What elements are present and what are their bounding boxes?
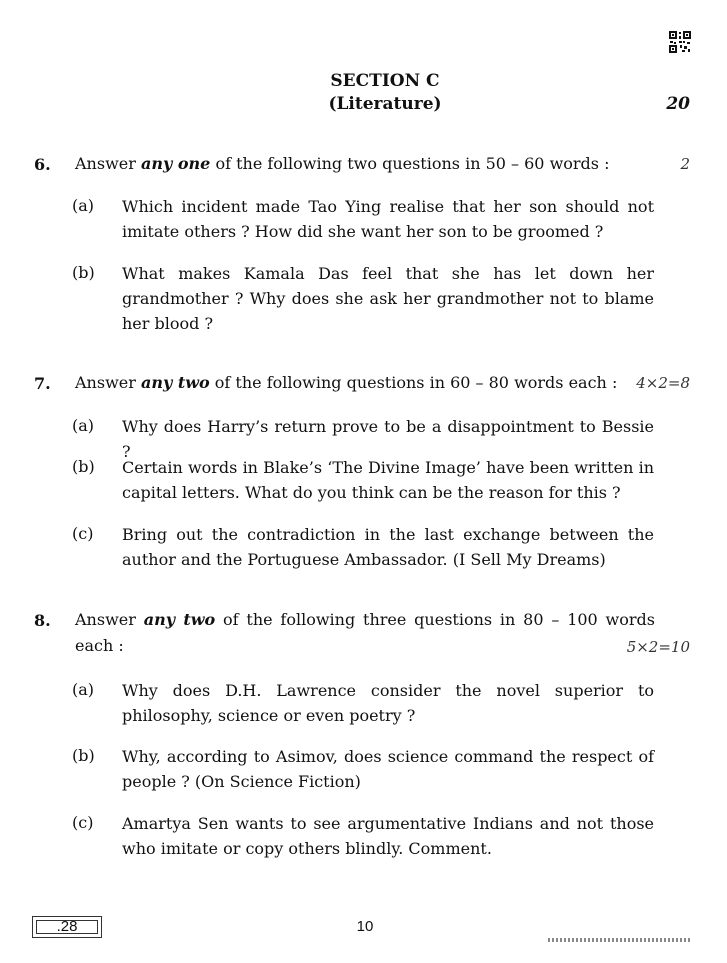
instruction-text: Answer (75, 154, 136, 173)
page-number: 10 (356, 918, 374, 935)
section-marks: 20 (666, 94, 690, 114)
instruction-emphasis: any two (143, 610, 216, 629)
question-marks: 2 (680, 155, 690, 173)
qr-code-icon (668, 30, 692, 54)
part-text: What makes Kamala Das feel that she has let down her grandmother ? Why does she ask her grandmother not to blame her blood ? (122, 264, 654, 333)
instruction-text: Answer (75, 610, 136, 629)
instruction-text: of the following questions in 60 – 80 words each : (214, 373, 618, 392)
instruction-text: of the following two questions in 50 – 60 words : (215, 154, 610, 173)
part-text: Certain words in Blake’s ‘The Divine Image’ have been written in capital letters. What do you think can be the reason for this ? (122, 458, 654, 502)
question-instruction (75, 607, 655, 659)
instruction-text: Answer (75, 373, 136, 392)
question-marks: 5×2=10 (626, 638, 690, 656)
part-text: Amartya Sen wants to see argumentative Indians and not those who imitate or copy others blindly. Comment. (122, 814, 654, 858)
question-instruction (75, 151, 609, 177)
part-label: (b) (72, 746, 95, 765)
part-label: (c) (72, 813, 94, 832)
code-box-inner-border (36, 920, 98, 934)
part-text: Which incident made Tao Ying realise that her son should not imitate others ? How did she want her son to be groomed ? (122, 197, 654, 241)
part-label: (a) (72, 680, 95, 699)
question-marks: 4×2=8 (636, 374, 690, 392)
question-number: 6. (34, 155, 51, 174)
barcode-strip (548, 938, 690, 942)
part-text: Why does D.H. Lawrence consider the novel superior to philosophy, science or even poetry ? (122, 681, 654, 725)
instruction-emphasis: any two (140, 373, 210, 392)
part-label: (a) (72, 416, 95, 435)
part-label: (b) (72, 457, 95, 476)
part-label: (b) (72, 263, 95, 282)
paper-code-box (32, 916, 102, 938)
instruction-emphasis: any one (140, 154, 211, 173)
question-number: 8. (34, 611, 51, 630)
paper-code: .28 (56, 918, 78, 935)
part-label: (a) (72, 196, 95, 215)
part-text: Why does Harry’s return prove to be a disappointment to Bessie ? (122, 417, 654, 461)
section-subtitle: (Literature) (328, 94, 442, 114)
section-title: SECTION C (330, 71, 440, 91)
part-text: Bring out the contradiction in the last exchange between the author and the Portuguese Ambassador. (I Sell My Dreams) (122, 525, 654, 569)
part-label: (c) (72, 524, 94, 543)
instruction-text: of the following three questions in 80 – 100 words each : (75, 610, 655, 655)
question-number: 7. (34, 374, 51, 393)
part-text: Why, according to Asimov, does science command the respect of people ? (On Science Fiction) (122, 747, 654, 791)
question-instruction (75, 370, 617, 396)
